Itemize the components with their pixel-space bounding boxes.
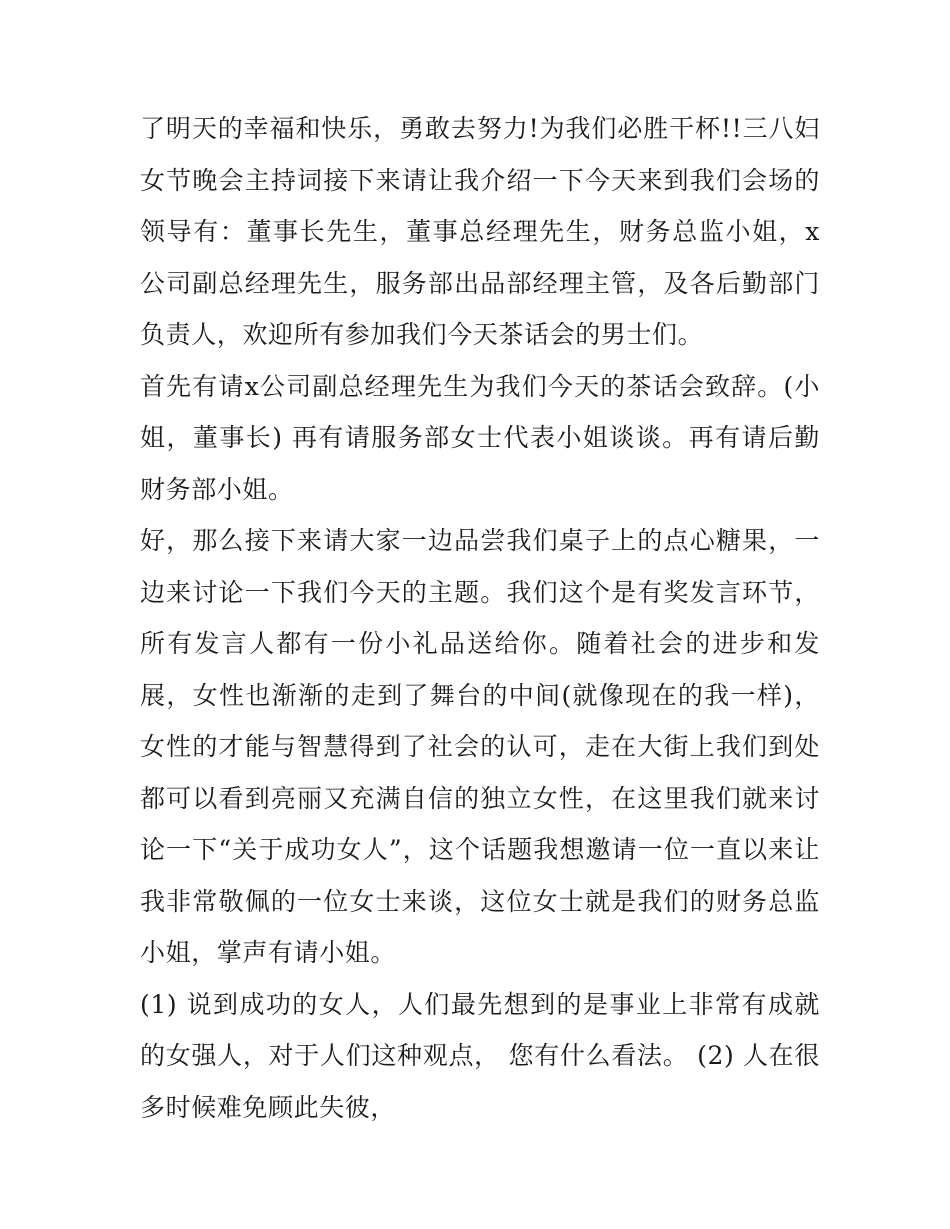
paragraph-3: 好，那么接下来请大家一边品尝我们桌子上的点心糖果，一边来讨论一下我们今天的主题。我们这个是有奖发言环节，所有发言人都有一份小礼品送给你。随着社会的进步和发展，女性也渐渐的走到了舞台的中间(就像现在的我一样)，女性的才能与智慧得到了社会的认可，走在大街上我们到处都可以看到亮丽又充满自信的独立女性，在这里我们就来讨论一下“关于成功女人”，这个话题我想邀请一位一直以来让我非常敬佩的一位女士来谈，这位女士就是我们的财务总监小姐，掌声有请小姐。 — [140, 526, 820, 967]
paragraph-2: 首先有请x公司副总经理先生为我们今天的茶话会致辞。(小姐，董事长) 再有请服务部女士代表小姐谈谈。再有请后勤财务部小姐。 — [140, 371, 820, 504]
document-body — [140, 103, 820, 1133]
paragraph-1: 了明天的幸福和快乐，勇敢去努力!为我们必胜干杯!!三八妇女节晚会主持词接下来请让我介绍一下今天来到我们会场的领导有：董事长先生，董事总经理先生，财务总监小姐，x公司副总经理先生，服务部出品部经理主管，及各后勤部门负责人，欢迎所有参加我们今天茶话会的男士们。 — [140, 114, 820, 349]
paragraph-4: (1) 说到成功的女人，人们最先想到的是事业上非常有成就的女强人，对于人们这种观点， 您有什么看法。 (2) 人在很多时候难免顾此失彼， — [140, 989, 820, 1122]
